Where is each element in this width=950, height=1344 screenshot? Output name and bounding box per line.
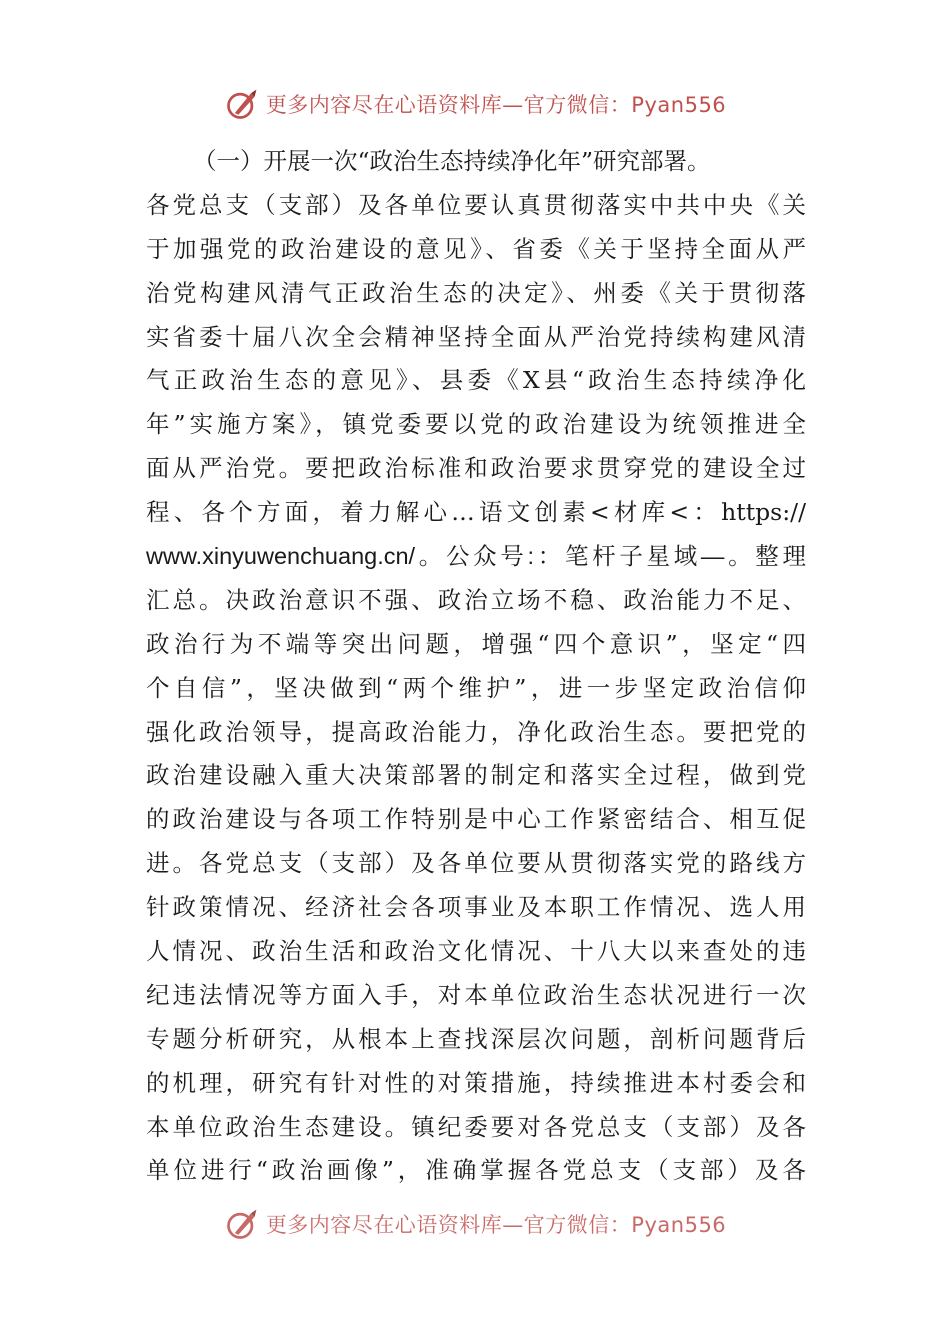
- paragraph-line: 专题分析研究，从根本上查找深层次问题，剖析问题背后: [146, 1024, 806, 1053]
- paragraph-line: 的机理，研究有针对性的对策措施，持续推进本村委会和: [146, 1068, 806, 1097]
- paragraph-line: 的政治建设与各项工作特别是中心工作紧密结合、相互促: [146, 805, 806, 834]
- paragraph-line: 汇总。决政治意识不强、政治立场不稳、政治能力不足、: [146, 585, 806, 614]
- paragraph-line: 进。各党总支（支部）及各单位要从贯彻落实党的路线方: [146, 849, 806, 878]
- watermark-text: 更多内容尽在心语资料库—官方微信：Pyan556: [265, 1213, 727, 1237]
- paragraph-line: 针政策情况、经济社会各项事业及本职工作情况、选人用: [146, 893, 806, 922]
- paragraph-line: 强化政治领导，提高政治能力，净化政治生态。要把党的: [146, 717, 806, 746]
- pen-nib-logo-icon: [224, 86, 260, 122]
- paragraph-line: 本单位政治生态建设。镇纪委要对各党总支（支部）及各: [146, 1112, 806, 1141]
- paragraph-line: 治党构建风清气正政治生态的决定》、州委《关于贯彻落: [146, 278, 806, 307]
- paragraph-line: 纪违法情况等方面入手，对本单位政治生态状况进行一次: [146, 980, 806, 1009]
- paragraph-line: 气正政治生态的意见》、县委《X县“政治生态持续净化: [146, 366, 806, 395]
- paragraph-line: 于加强党的政治建设的意见》、省委《关于坚持全面从严: [146, 234, 806, 263]
- paragraph-line: 各党总支（支部）及各单位要认真贯彻落实中共中央《关: [146, 190, 806, 219]
- paragraph-line: 人情况、政治生活和政治文化情况、十八大以来查处的违: [146, 937, 806, 966]
- paragraph-line: 实省委十届八次全会精神坚持全面从严治党持续构建风清: [146, 322, 806, 351]
- document-body: [146, 140, 806, 1193]
- paragraph-line-url: www.xinyuwenchuang.cn/。公众号:：笔杆子星域—。整理: [146, 543, 806, 570]
- paragraph-line: （一）开展一次“政治生态持续净化年”研究部署。: [193, 147, 711, 175]
- paragraph-line: 年”实施方案》，镇党委要以党的政治建设为统领推进全: [146, 410, 806, 439]
- header-watermark: [0, 84, 950, 124]
- paragraph-line: 政治行为不端等突出问题，增强“四个意识”，坚定“四: [146, 629, 806, 658]
- paragraph-line: 单位进行“政治画像”，准确掌握各党总支（支部）及各: [146, 1156, 806, 1185]
- footer-watermark: [0, 1204, 950, 1244]
- paragraph-line: 面从严治党。要把政治标准和政治要求贯穿党的建设全过: [146, 454, 806, 483]
- paragraph-line: 政治建设融入重大决策部署的制定和落实全过程，做到党: [146, 761, 806, 790]
- paragraph-line: 程、各个方面，着力解心…语文创素<材库<：https://: [146, 498, 806, 527]
- paragraph-line: 个自信”，坚决做到“两个维护”，进一步坚定政治信仰: [146, 673, 806, 702]
- watermark-text: 更多内容尽在心语资料库—官方微信：Pyan556: [265, 93, 727, 117]
- pen-nib-logo-icon: [224, 1206, 260, 1242]
